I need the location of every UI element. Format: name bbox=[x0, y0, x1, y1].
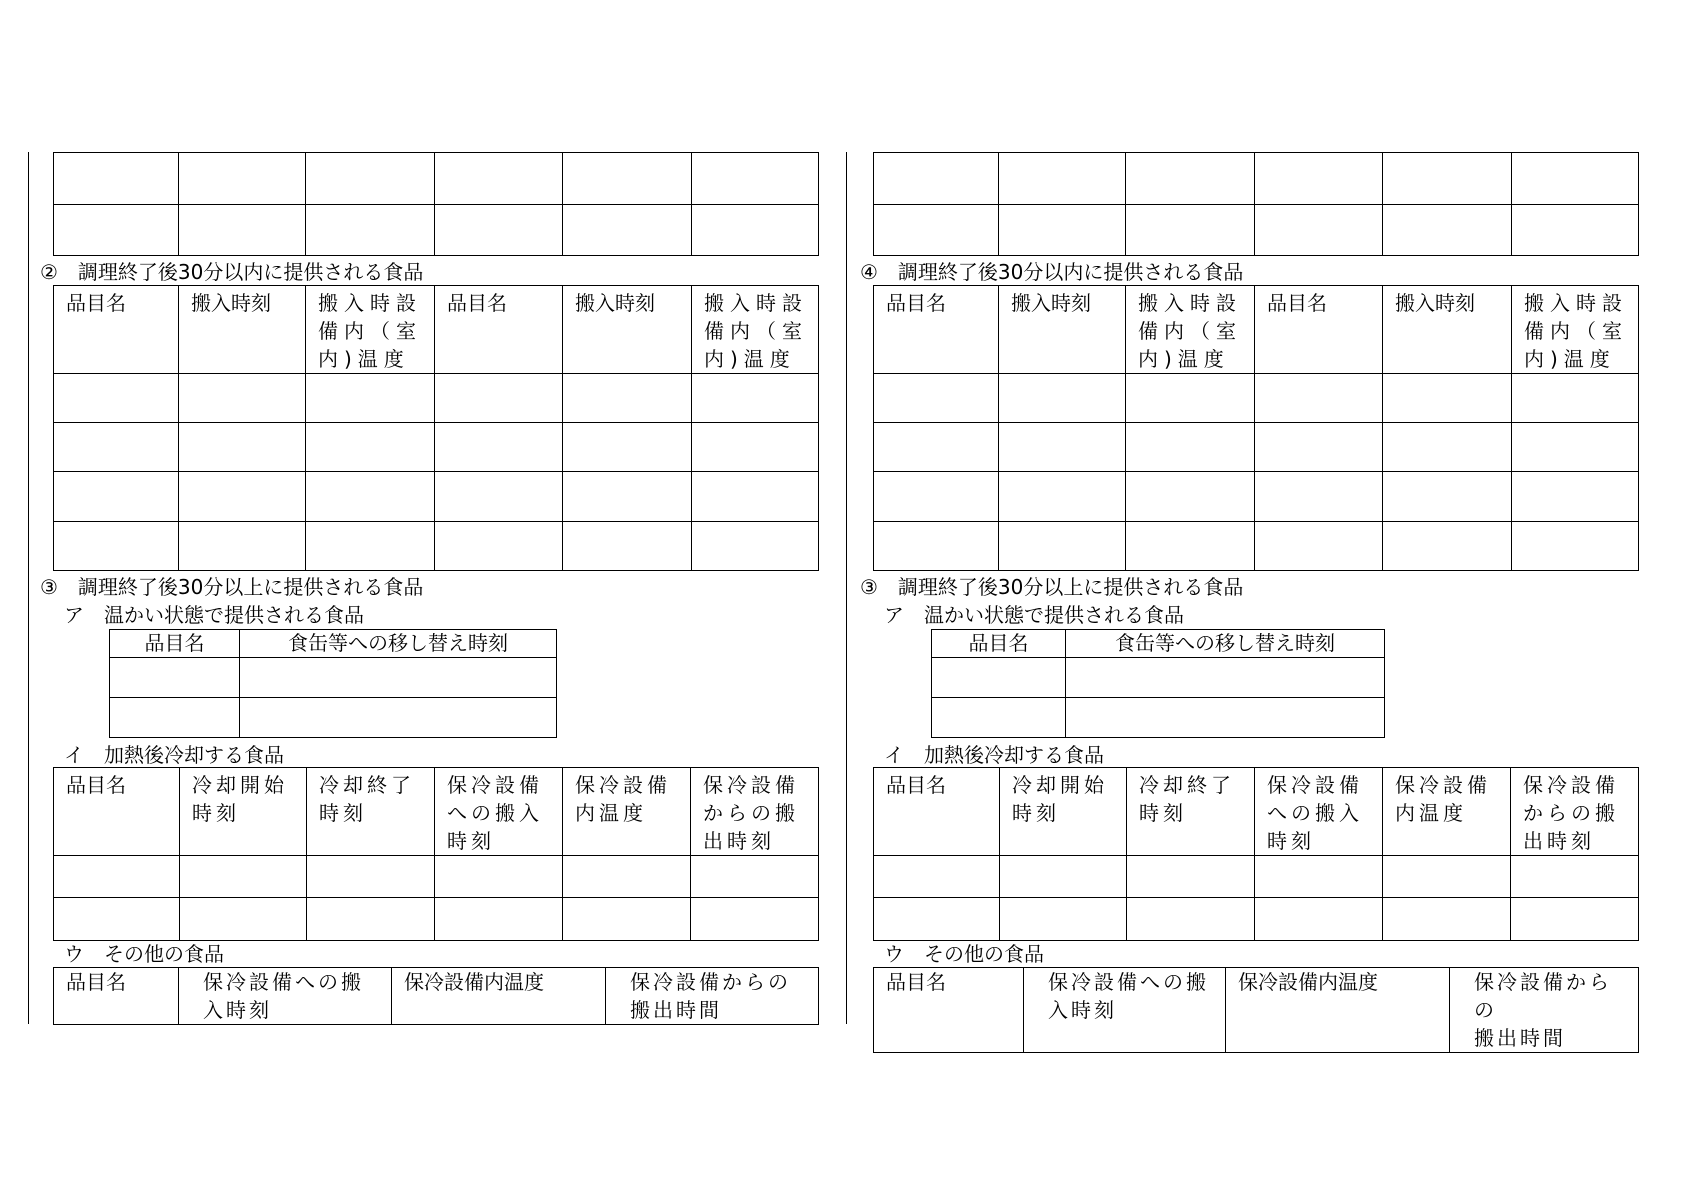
cell[interactable] bbox=[1127, 856, 1255, 898]
cell[interactable] bbox=[1126, 423, 1255, 472]
cell[interactable] bbox=[306, 153, 435, 205]
cell[interactable] bbox=[435, 205, 563, 256]
cell[interactable] bbox=[999, 153, 1126, 205]
header-storage-out: 保冷設備からの 搬出時間 bbox=[1450, 968, 1639, 1053]
cell[interactable] bbox=[54, 856, 180, 898]
cell[interactable] bbox=[874, 522, 999, 571]
header-cooling-start: 冷却開始 時刻 bbox=[180, 768, 307, 856]
header-transfer-time: 食缶等への移し替え時刻 bbox=[240, 630, 557, 658]
cell[interactable] bbox=[435, 423, 563, 472]
cell[interactable] bbox=[1066, 698, 1385, 738]
cell[interactable] bbox=[1255, 374, 1383, 423]
cell[interactable] bbox=[1126, 472, 1255, 522]
within-30min-table bbox=[873, 285, 1639, 571]
cell[interactable] bbox=[1126, 153, 1255, 205]
cell[interactable] bbox=[54, 205, 179, 256]
cell[interactable] bbox=[179, 472, 306, 522]
header-arrival-time: 搬入時刻 bbox=[1383, 286, 1512, 374]
cell[interactable] bbox=[306, 205, 435, 256]
cell[interactable] bbox=[1255, 205, 1383, 256]
cell[interactable] bbox=[1512, 374, 1639, 423]
cell[interactable] bbox=[54, 374, 179, 423]
cell[interactable] bbox=[563, 153, 692, 205]
right-page bbox=[820, 0, 1628, 1187]
header-storage-temp: 保冷設備 内温度 bbox=[563, 768, 691, 856]
cell[interactable] bbox=[306, 472, 435, 522]
header-storage-out: 保冷設備 からの搬 出時刻 bbox=[691, 768, 819, 856]
cell[interactable] bbox=[179, 522, 306, 571]
cell[interactable] bbox=[307, 856, 435, 898]
cell[interactable] bbox=[1512, 423, 1639, 472]
cell[interactable] bbox=[1383, 423, 1512, 472]
left-page bbox=[0, 0, 808, 1187]
cell[interactable] bbox=[54, 898, 180, 941]
header-arrival-temp: 搬入時設 備内（室 内)温度 bbox=[1126, 286, 1255, 374]
cell[interactable] bbox=[179, 205, 306, 256]
subsection-i-title: イ 加熱後冷却する食品 bbox=[884, 743, 1104, 767]
cell[interactable] bbox=[692, 472, 819, 522]
header-storage-in: 保冷設備への搬 入時刻 bbox=[1024, 968, 1226, 1053]
header-storage-in: 保冷設備 への搬入 時刻 bbox=[435, 768, 563, 856]
header-transfer-time: 食缶等への移し替え時刻 bbox=[1066, 630, 1385, 658]
other-food-table bbox=[53, 967, 819, 1025]
cell[interactable] bbox=[874, 856, 1000, 898]
header-item-name: 品目名 bbox=[110, 630, 240, 658]
section-2-title: ② 調理終了後30分以内に提供される食品 bbox=[40, 260, 424, 284]
cell[interactable] bbox=[1511, 856, 1639, 898]
header-cooling-end: 冷却終了 時刻 bbox=[1127, 768, 1255, 856]
warm-food-table bbox=[931, 629, 1385, 738]
header-item-name: 品目名 bbox=[874, 768, 1000, 856]
cooled-food-table bbox=[873, 767, 1639, 941]
header-item-name: 品目名 bbox=[1255, 286, 1383, 374]
cell[interactable] bbox=[999, 472, 1126, 522]
cell[interactable] bbox=[1000, 856, 1127, 898]
cell[interactable] bbox=[1255, 153, 1383, 205]
cell[interactable] bbox=[1255, 423, 1383, 472]
cell[interactable] bbox=[179, 153, 306, 205]
header-item-name: 品目名 bbox=[54, 768, 180, 856]
header-arrival-time: 搬入時刻 bbox=[179, 286, 306, 374]
cell[interactable] bbox=[1126, 205, 1255, 256]
header-arrival-time: 搬入時刻 bbox=[999, 286, 1126, 374]
cell[interactable] bbox=[563, 374, 692, 423]
header-item-name: 品目名 bbox=[54, 968, 179, 1025]
cell[interactable] bbox=[1000, 898, 1127, 941]
header-storage-temp: 保冷設備内温度 bbox=[392, 968, 606, 1025]
other-food-table bbox=[873, 967, 1639, 1053]
header-item-name: 品目名 bbox=[54, 286, 179, 374]
header-arrival-temp: 搬入時設 備内（室 内)温度 bbox=[306, 286, 435, 374]
cell[interactable] bbox=[1512, 205, 1639, 256]
header-item-name: 品目名 bbox=[435, 286, 563, 374]
header-cooling-start: 冷却開始 時刻 bbox=[1000, 768, 1127, 856]
cell[interactable] bbox=[435, 856, 563, 898]
continuation-table bbox=[873, 152, 1639, 256]
cell[interactable] bbox=[874, 205, 999, 256]
header-storage-in: 保冷設備への搬 入時刻 bbox=[179, 968, 392, 1025]
cell[interactable] bbox=[692, 205, 819, 256]
cell[interactable] bbox=[1383, 205, 1512, 256]
header-item-name: 品目名 bbox=[874, 968, 1024, 1053]
cell[interactable] bbox=[691, 856, 819, 898]
cell[interactable] bbox=[1255, 898, 1383, 941]
header-storage-temp: 保冷設備 内温度 bbox=[1383, 768, 1511, 856]
cell[interactable] bbox=[54, 153, 179, 205]
cell[interactable] bbox=[874, 898, 1000, 941]
cell[interactable] bbox=[54, 472, 179, 522]
cell[interactable] bbox=[1383, 153, 1512, 205]
cell[interactable] bbox=[1511, 898, 1639, 941]
subsection-a-title: ア 温かい状態で提供される食品 bbox=[64, 603, 364, 627]
cell[interactable] bbox=[692, 522, 819, 571]
subsection-i-title: イ 加熱後冷却する食品 bbox=[64, 743, 284, 767]
cell[interactable] bbox=[563, 898, 691, 941]
continuation-table bbox=[53, 152, 819, 256]
cell[interactable] bbox=[874, 472, 999, 522]
cell[interactable] bbox=[240, 658, 557, 698]
subsection-a-title: ア 温かい状態で提供される食品 bbox=[884, 603, 1184, 627]
cell[interactable] bbox=[435, 898, 563, 941]
cell[interactable] bbox=[1512, 522, 1639, 571]
cell[interactable] bbox=[874, 374, 999, 423]
cell[interactable] bbox=[999, 423, 1126, 472]
cell[interactable] bbox=[1126, 374, 1255, 423]
header-arrival-temp: 搬入時設 備内（室 内)温度 bbox=[1512, 286, 1639, 374]
cell[interactable] bbox=[54, 423, 179, 472]
cell[interactable] bbox=[110, 698, 240, 738]
section-4-title: ④ 調理終了後30分以内に提供される食品 bbox=[860, 260, 1244, 284]
cell[interactable] bbox=[110, 658, 240, 698]
cell[interactable] bbox=[1383, 898, 1511, 941]
cell[interactable] bbox=[54, 522, 179, 571]
cell[interactable] bbox=[1512, 153, 1639, 205]
cell[interactable] bbox=[874, 153, 999, 205]
header-storage-temp: 保冷設備内温度 bbox=[1226, 968, 1450, 1053]
cell[interactable] bbox=[563, 205, 692, 256]
warm-food-table bbox=[109, 629, 557, 738]
cell[interactable] bbox=[306, 374, 435, 423]
cell[interactable] bbox=[180, 856, 307, 898]
cell[interactable] bbox=[1383, 472, 1512, 522]
header-storage-in: 保冷設備 への搬入 時刻 bbox=[1255, 768, 1383, 856]
cell[interactable] bbox=[240, 698, 557, 738]
header-arrival-temp: 搬入時設 備内（室 内)温度 bbox=[692, 286, 819, 374]
cell[interactable] bbox=[307, 898, 435, 941]
subsection-u-title: ウ その他の食品 bbox=[884, 942, 1044, 966]
cell[interactable] bbox=[1127, 898, 1255, 941]
header-cooling-end: 冷却終了 時刻 bbox=[307, 768, 435, 856]
cell[interactable] bbox=[1255, 472, 1383, 522]
cell[interactable] bbox=[692, 374, 819, 423]
cell[interactable] bbox=[563, 423, 692, 472]
cell[interactable] bbox=[692, 153, 819, 205]
cell[interactable] bbox=[999, 374, 1126, 423]
cell[interactable] bbox=[932, 698, 1066, 738]
cell[interactable] bbox=[435, 153, 563, 205]
cell[interactable] bbox=[1383, 522, 1512, 571]
subsection-u-title: ウ その他の食品 bbox=[64, 942, 224, 966]
cell[interactable] bbox=[1383, 856, 1511, 898]
cell[interactable] bbox=[691, 898, 819, 941]
cell[interactable] bbox=[435, 522, 563, 571]
cell[interactable] bbox=[563, 472, 692, 522]
cell[interactable] bbox=[999, 205, 1126, 256]
header-item-name: 品目名 bbox=[932, 630, 1066, 658]
cell[interactable] bbox=[1066, 658, 1385, 698]
cell[interactable] bbox=[1255, 522, 1383, 571]
section-3-title: ③ 調理終了後30分以上に提供される食品 bbox=[860, 575, 1244, 599]
cell[interactable] bbox=[1126, 522, 1255, 571]
header-arrival-time: 搬入時刻 bbox=[563, 286, 692, 374]
cell[interactable] bbox=[563, 522, 692, 571]
cell[interactable] bbox=[932, 658, 1066, 698]
header-item-name: 品目名 bbox=[874, 286, 999, 374]
header-storage-out: 保冷設備からの 搬出時間 bbox=[606, 968, 819, 1025]
cell[interactable] bbox=[435, 472, 563, 522]
cell[interactable] bbox=[563, 856, 691, 898]
cell[interactable] bbox=[874, 423, 999, 472]
cell[interactable] bbox=[435, 374, 563, 423]
cell[interactable] bbox=[179, 423, 306, 472]
cell[interactable] bbox=[179, 374, 306, 423]
within-30min-table bbox=[53, 285, 819, 571]
cell[interactable] bbox=[999, 522, 1126, 571]
section-3-title: ③ 調理終了後30分以上に提供される食品 bbox=[40, 575, 424, 599]
cell[interactable] bbox=[306, 423, 435, 472]
cooled-food-table bbox=[53, 767, 819, 941]
cell[interactable] bbox=[692, 423, 819, 472]
cell[interactable] bbox=[306, 522, 435, 571]
header-storage-out: 保冷設備 からの搬 出時刻 bbox=[1511, 768, 1639, 856]
cell[interactable] bbox=[1383, 374, 1512, 423]
cell[interactable] bbox=[1255, 856, 1383, 898]
cell[interactable] bbox=[180, 898, 307, 941]
cell[interactable] bbox=[1512, 472, 1639, 522]
